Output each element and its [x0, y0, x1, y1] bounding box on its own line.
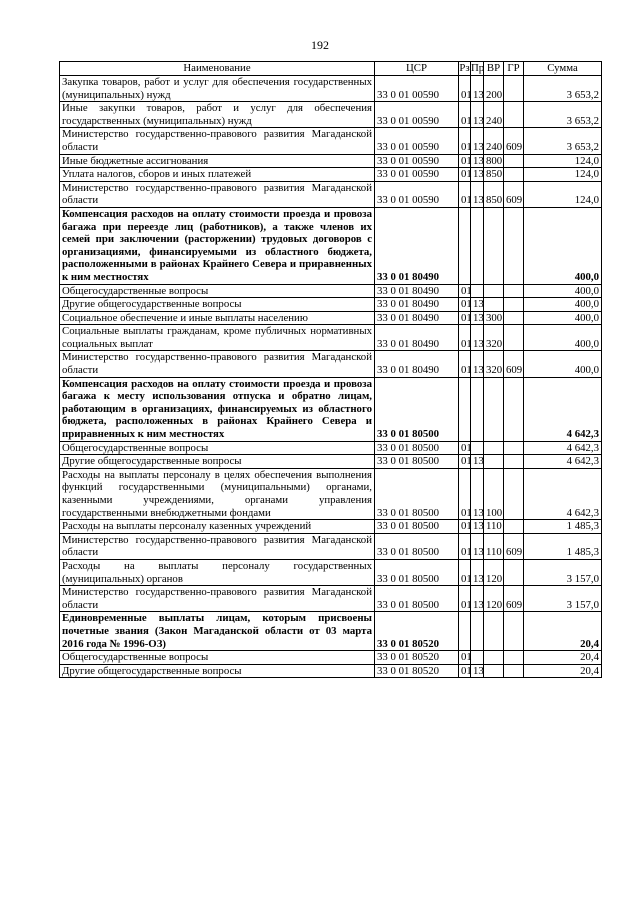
- cell-vr: 320: [484, 351, 504, 377]
- cell-vr: [484, 284, 504, 298]
- budget-table: [59, 61, 602, 678]
- cell-vr: [484, 377, 504, 441]
- cell-gr: [504, 664, 524, 678]
- cell-sum: 3 157,0: [524, 559, 602, 585]
- cell-pr: [471, 377, 484, 441]
- cell-rz: [459, 377, 471, 441]
- cell-gr: [504, 612, 524, 651]
- cell-sum: 124,0: [524, 181, 602, 207]
- cell-vr: 240: [484, 102, 504, 128]
- cell-name: Министерство государственно-правового развития Магаданской области: [60, 128, 375, 154]
- cell-rz: 01: [459, 128, 471, 154]
- cell-name: Другие общегосударственные вопросы: [60, 664, 375, 678]
- cell-name: Закупка товаров, работ и услуг для обеспечения государственных (муниципальных) нужд: [60, 76, 375, 102]
- cell-pr: 13: [471, 664, 484, 678]
- cell-vr: 320: [484, 325, 504, 351]
- cell-vr: 850: [484, 168, 504, 182]
- table-row: [60, 468, 602, 519]
- cell-csr: 33 0 01 00590: [375, 181, 459, 207]
- cell-rz: 01: [459, 102, 471, 128]
- table-row: [60, 168, 602, 182]
- cell-rz: 01: [459, 351, 471, 377]
- cell-sum: 3 157,0: [524, 586, 602, 612]
- cell-sum: 1 485,3: [524, 533, 602, 559]
- cell-pr: [471, 284, 484, 298]
- cell-vr: 120: [484, 559, 504, 585]
- cell-rz: [459, 207, 471, 284]
- header-name: Наименование: [60, 62, 375, 76]
- cell-csr: 33 0 01 80500: [375, 586, 459, 612]
- table-row: [60, 377, 602, 441]
- cell-gr: [504, 520, 524, 534]
- cell-rz: 01: [459, 284, 471, 298]
- cell-sum: 400,0: [524, 284, 602, 298]
- table-row: [60, 311, 602, 325]
- cell-sum: 20,4: [524, 651, 602, 665]
- cell-csr: 33 0 01 80490: [375, 325, 459, 351]
- cell-gr: [504, 76, 524, 102]
- header-pr: Пр: [471, 62, 485, 75]
- cell-csr: 33 0 01 00590: [375, 102, 459, 128]
- cell-sum: 3 653,2: [524, 76, 602, 102]
- cell-sum: 400,0: [524, 325, 602, 351]
- cell-pr: 13: [471, 520, 484, 534]
- cell-pr: [471, 207, 484, 284]
- cell-rz: 01: [459, 586, 471, 612]
- table-row: [60, 154, 602, 168]
- cell-pr: 13: [471, 181, 484, 207]
- cell-vr: 850: [484, 181, 504, 207]
- cell-name: Другие общегосударственные вопросы: [60, 455, 375, 469]
- cell-csr: 33 0 01 00590: [375, 76, 459, 102]
- cell-pr: 13: [471, 455, 484, 469]
- cell-name: Компенсация расходов на оплату стоимости проезда и провоза багажа при переезде лиц (работников), а также членов их семей при заключении (расторжении) трудовых договоров с организациями, финансируемыми из областного бюджета, расположенными в районах Крайнего Севера и приравненных к ним местностях: [60, 207, 375, 284]
- cell-gr: 609: [504, 351, 524, 377]
- cell-sum: 4 642,3: [524, 468, 602, 519]
- table-row: [60, 351, 602, 377]
- page-number: 192: [311, 38, 329, 52]
- cell-csr: 33 0 01 80500: [375, 520, 459, 534]
- cell-name: Уплата налогов, сборов и иных платежей: [60, 168, 375, 182]
- cell-gr: 609: [504, 181, 524, 207]
- cell-sum: 3 653,2: [524, 128, 602, 154]
- cell-csr: 33 0 01 80490: [375, 207, 459, 284]
- cell-gr: [504, 325, 524, 351]
- table-row: [60, 651, 602, 665]
- table-row: [60, 441, 602, 455]
- cell-sum: 4 642,3: [524, 455, 602, 469]
- cell-name: Министерство государственно-правового развития Магаданской области: [60, 351, 375, 377]
- table-row: [60, 298, 602, 312]
- cell-csr: 33 0 01 80500: [375, 559, 459, 585]
- cell-rz: 01: [459, 168, 471, 182]
- table-row: [60, 181, 602, 207]
- cell-gr: [504, 468, 524, 519]
- cell-sum: 1 485,3: [524, 520, 602, 534]
- cell-gr: [504, 298, 524, 312]
- cell-vr: [484, 441, 504, 455]
- table-row: [60, 455, 602, 469]
- cell-csr: 33 0 01 80520: [375, 664, 459, 678]
- cell-csr: 33 0 01 00590: [375, 128, 459, 154]
- table-row: [60, 612, 602, 651]
- cell-gr: 609: [504, 586, 524, 612]
- table-row: [60, 586, 602, 612]
- cell-name: Компенсация расходов на оплату стоимости проезда и провоза багажа к месту использования отпуска и обратно лицам, работающим в организациях, финансируемых из областного бюджета, расположенных в районах Крайнего Севера и приравненных к ним местностях: [60, 377, 375, 441]
- cell-sum: 124,0: [524, 168, 602, 182]
- cell-gr: 609: [504, 128, 524, 154]
- cell-csr: 33 0 01 80500: [375, 533, 459, 559]
- cell-gr: [504, 207, 524, 284]
- table-row: [60, 207, 602, 284]
- cell-csr: 33 0 01 80490: [375, 284, 459, 298]
- cell-vr: 110: [484, 520, 504, 534]
- cell-sum: 400,0: [524, 351, 602, 377]
- cell-pr: 13: [471, 128, 484, 154]
- cell-csr: 33 0 01 00590: [375, 168, 459, 182]
- cell-pr: 13: [471, 325, 484, 351]
- cell-rz: 01: [459, 181, 471, 207]
- cell-vr: [484, 298, 504, 312]
- cell-rz: 01: [459, 441, 471, 455]
- cell-rz: 01: [459, 664, 471, 678]
- cell-sum: 400,0: [524, 311, 602, 325]
- table-row: [60, 664, 602, 678]
- table-row: [60, 325, 602, 351]
- cell-csr: 33 0 01 00590: [375, 154, 459, 168]
- cell-pr: 13: [471, 559, 484, 585]
- cell-sum: 20,4: [524, 664, 602, 678]
- table-row: [60, 128, 602, 154]
- header-csr: ЦСР: [375, 62, 459, 76]
- cell-name: Министерство государственно-правового развития Магаданской области: [60, 533, 375, 559]
- cell-rz: 01: [459, 325, 471, 351]
- cell-sum: 400,0: [524, 298, 602, 312]
- cell-pr: 13: [471, 468, 484, 519]
- cell-pr: 13: [471, 586, 484, 612]
- cell-name: Единовременные выплаты лицам, которым присвоены почетные звания (Закон Магаданской области от 03 марта 2016 года № 1996-ОЗ): [60, 612, 375, 651]
- table-row: [60, 284, 602, 298]
- cell-csr: 33 0 01 80500: [375, 455, 459, 469]
- cell-pr: 13: [471, 351, 484, 377]
- cell-csr: 33 0 01 80490: [375, 351, 459, 377]
- header-vr: ВР: [484, 62, 504, 76]
- cell-vr: 240: [484, 128, 504, 154]
- cell-vr: [484, 664, 504, 678]
- cell-rz: 01: [459, 154, 471, 168]
- cell-csr: 33 0 01 80520: [375, 612, 459, 651]
- cell-rz: 01: [459, 455, 471, 469]
- cell-pr: [471, 441, 484, 455]
- cell-rz: 01: [459, 651, 471, 665]
- cell-rz: 01: [459, 533, 471, 559]
- cell-name: Расходы на выплаты персоналу в целях обеспечения выполнения функций государственными (муниципальными) органами, казенными учреждениями, органами управления государственными внебюджетными фондами: [60, 468, 375, 519]
- cell-pr: 13: [471, 154, 484, 168]
- cell-pr: 13: [471, 298, 484, 312]
- cell-vr: [484, 651, 504, 665]
- cell-rz: 01: [459, 298, 471, 312]
- cell-name: Министерство государственно-правового развития Магаданской области: [60, 586, 375, 612]
- cell-name: Другие общегосударственные вопросы: [60, 298, 375, 312]
- cell-vr: [484, 455, 504, 469]
- cell-sum: 4 642,3: [524, 377, 602, 441]
- cell-pr: [471, 651, 484, 665]
- cell-pr: 13: [471, 311, 484, 325]
- cell-csr: 33 0 01 80500: [375, 441, 459, 455]
- table-row: [60, 520, 602, 534]
- cell-gr: 609: [504, 533, 524, 559]
- cell-gr: [504, 377, 524, 441]
- cell-pr: 13: [471, 102, 484, 128]
- cell-pr: 13: [471, 533, 484, 559]
- cell-gr: [504, 455, 524, 469]
- cell-vr: [484, 207, 504, 284]
- cell-rz: 01: [459, 468, 471, 519]
- cell-rz: 01: [459, 311, 471, 325]
- cell-csr: 33 0 01 80490: [375, 311, 459, 325]
- cell-name: Министерство государственно-правового развития Магаданской области: [60, 181, 375, 207]
- cell-csr: 33 0 01 80520: [375, 651, 459, 665]
- cell-csr: 33 0 01 80490: [375, 298, 459, 312]
- cell-gr: [504, 154, 524, 168]
- cell-vr: 300: [484, 311, 504, 325]
- cell-vr: 110: [484, 533, 504, 559]
- cell-gr: [504, 284, 524, 298]
- cell-gr: [504, 168, 524, 182]
- cell-name: Общегосударственные вопросы: [60, 441, 375, 455]
- cell-name: Расходы на выплаты персоналу казенных учреждений: [60, 520, 375, 534]
- cell-name: Иные бюджетные ассигнования: [60, 154, 375, 168]
- cell-vr: 120: [484, 586, 504, 612]
- cell-name: Иные закупки товаров, работ и услуг для обеспечения государственных (муниципальных) нужд: [60, 102, 375, 128]
- header-sum: Сумма: [524, 62, 602, 76]
- cell-gr: [504, 311, 524, 325]
- cell-name: Расходы на выплаты персоналу государственных (муниципальных) органов: [60, 559, 375, 585]
- cell-rz: 01: [459, 76, 471, 102]
- cell-sum: 4 642,3: [524, 441, 602, 455]
- table-row: [60, 559, 602, 585]
- cell-rz: 01: [459, 520, 471, 534]
- cell-name: Социальные выплаты гражданам, кроме публичных нормативных социальных выплат: [60, 325, 375, 351]
- table-row: [60, 76, 602, 102]
- cell-name: Общегосударственные вопросы: [60, 284, 375, 298]
- cell-vr: [484, 612, 504, 651]
- cell-vr: 800: [484, 154, 504, 168]
- header-gr: ГР: [504, 62, 524, 76]
- cell-sum: 3 653,2: [524, 102, 602, 128]
- cell-gr: [504, 651, 524, 665]
- cell-sum: 400,0: [524, 207, 602, 284]
- cell-rz: 01: [459, 559, 471, 585]
- table-row: [60, 533, 602, 559]
- cell-sum: 20,4: [524, 612, 602, 651]
- cell-name: Общегосударственные вопросы: [60, 651, 375, 665]
- cell-gr: [504, 102, 524, 128]
- table-body: [60, 76, 602, 678]
- cell-pr: [471, 612, 484, 651]
- cell-pr: 13: [471, 168, 484, 182]
- cell-csr: 33 0 01 80500: [375, 377, 459, 441]
- table-row: [60, 102, 602, 128]
- cell-vr: 200: [484, 76, 504, 102]
- table-header-row: [60, 62, 602, 76]
- cell-gr: [504, 441, 524, 455]
- cell-rz: [459, 612, 471, 651]
- cell-pr: 13: [471, 76, 484, 102]
- cell-name: Социальное обеспечение и иные выплаты населению: [60, 311, 375, 325]
- cell-vr: 100: [484, 468, 504, 519]
- cell-csr: 33 0 01 80500: [375, 468, 459, 519]
- header-rz: Рз: [459, 62, 470, 75]
- cell-sum: 124,0: [524, 154, 602, 168]
- cell-gr: [504, 559, 524, 585]
